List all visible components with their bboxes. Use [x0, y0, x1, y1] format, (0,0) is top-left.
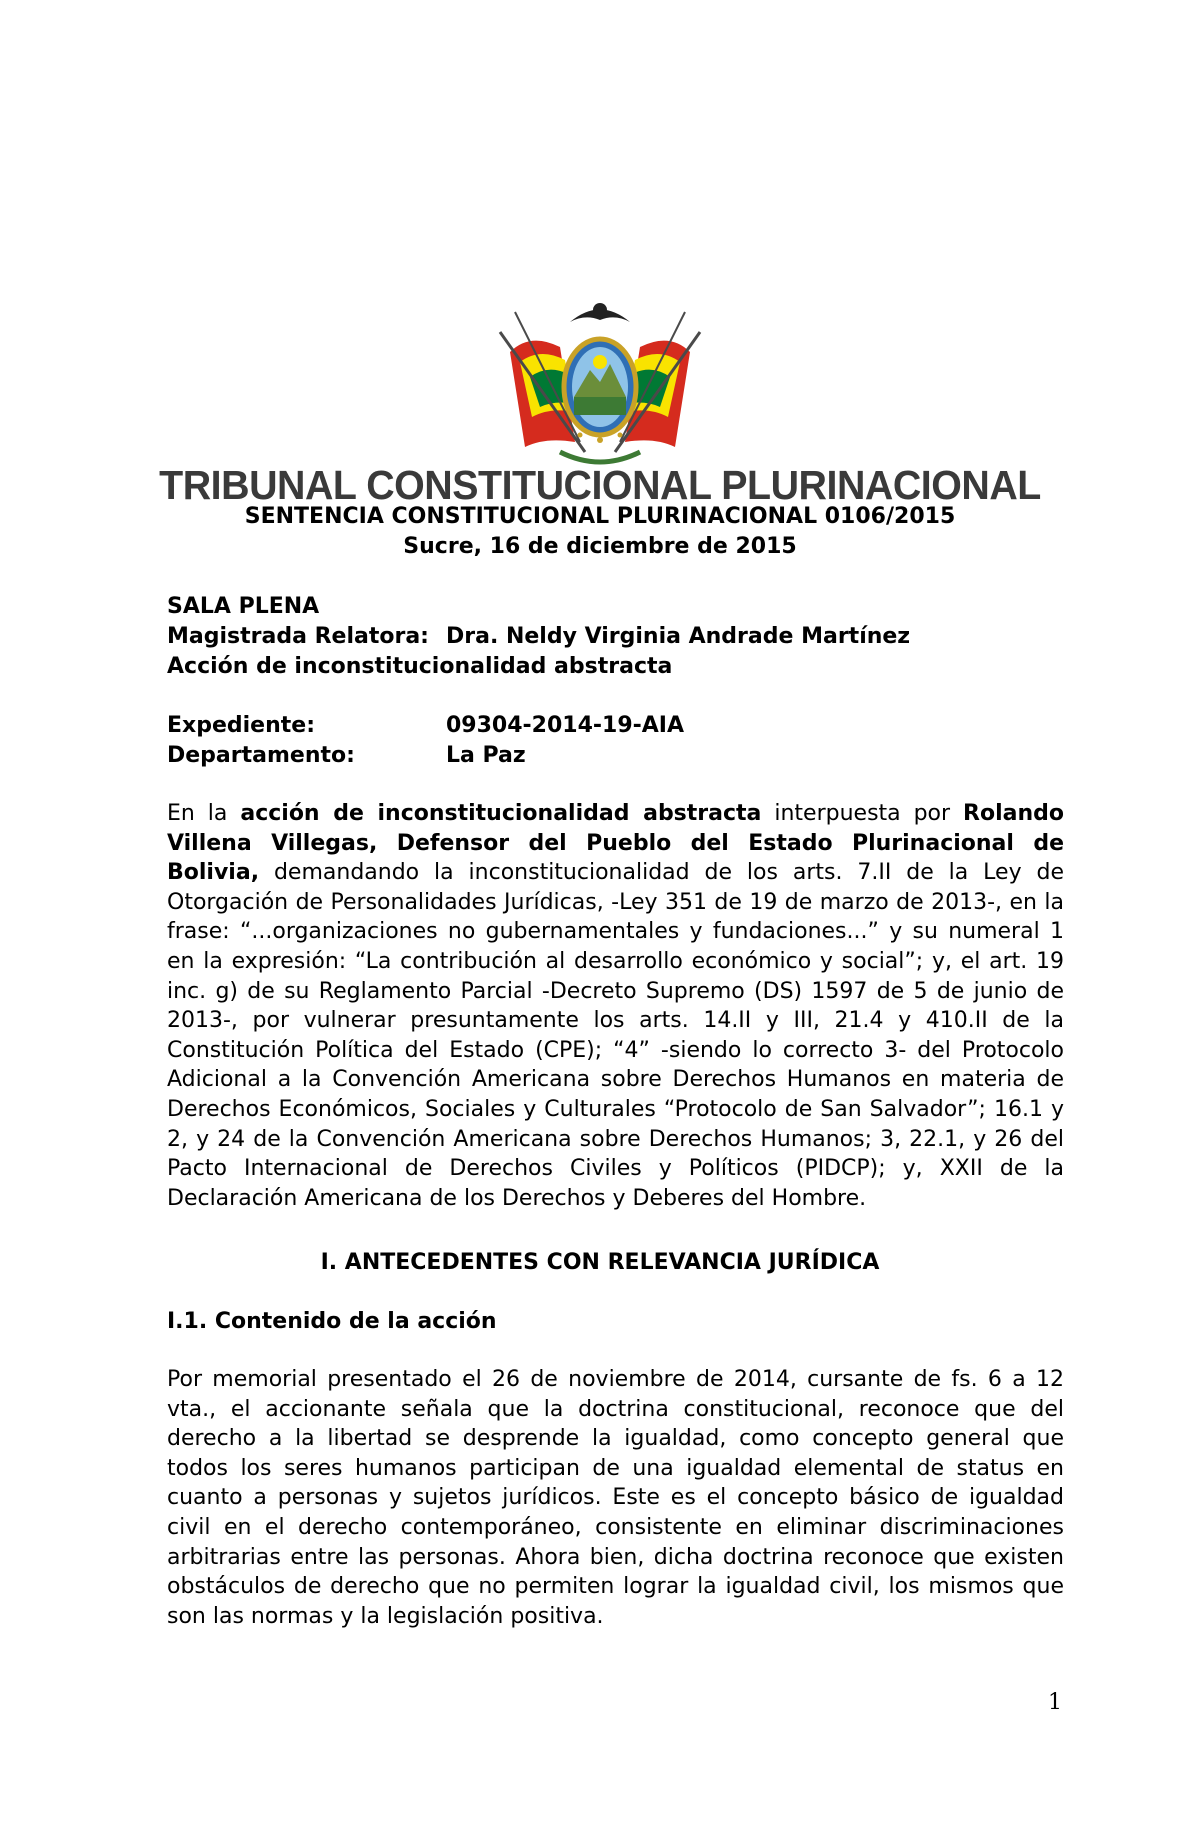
- department-row: [167, 743, 526, 768]
- intro-text-3: demandando la inconstitucionalidad de los arts. 7.II de la Ley de Otorgación de Personalidades Jurídicas, -Ley 351 de 19 de marzo de 2013-, en la frase: “...organizaciones no gubernamentales y fundaciones...” y su numeral 1 en la expresión: “La contribución al desarrollo económico y social”; y, el art. 19 inc. g) de su Reglamento Parcial -Decreto Supremo (DS) 1597 de 5 de junio de 2013-, por vulnerar presuntamente los arts. 14.II y III, 21.4 y 410.II de la Constitución Política del Estado (CPE); “4” -siendo lo correcto 3- del Protocolo Adicional a la Convención Americana sobre Derechos Humanos en materia de Derechos Económicos, Sociales y Culturales “Protocolo de San Salvador”; 16.1 y 2, y 24 de la Convención Americana sobre Derechos Humanos; 3, 22.1, y 26 del Pacto Internacional de Derechos Civiles y Políticos (PIDCP); y, XXII de la Declaración Americana de los Derechos y Deberes del Hombre.: [167, 860, 1064, 1211]
- action-type: Acción de inconstitucionalidad abstracta: [167, 654, 673, 679]
- file-label: Expediente:: [167, 713, 315, 738]
- rapporteur-value: Dra. Neldy Virginia Andrade Martínez: [446, 624, 911, 649]
- section-body: Por memorial presentado el 26 de noviembre de 2014, cursante de fs. 6 a 12 vta., el accionante señala que la doctrina constitucional, reconoce que del derecho a la libertad se desprende la igualdad, como concepto general que todos los seres humanos participan de una igualdad elemental de status en cuanto a personas y sujetos jurídicos. Este es el concepto básico de igualdad civil en el derecho contemporáneo, consistente en eliminar discriminaciones arbitrarias entre las personas. Ahora bien, dicha doctrina reconoce que existen obstáculos de derecho que no permiten lograr la igualdad civil, los mismos que son las normas y la legislación positiva.: [167, 1367, 1064, 1629]
- coat-of-arms-icon: [490, 292, 710, 472]
- intro-text-2: interpuesta por: [761, 801, 964, 826]
- rapporteur-row: [167, 624, 911, 649]
- intro-bold-2: Rolando Villena Villegas, Defensor del Pueblo del Estado Plurinacional de Bolivia,: [167, 801, 1064, 886]
- section-heading: I. ANTECEDENTES CON RELEVANCIA JURÍDICA: [320, 1250, 880, 1275]
- sentence-title: SENTENCIA CONSTITUCIONAL PLURINACIONAL 0106/2015: [244, 504, 956, 529]
- intro-bold-1: acción de inconstitucionalidad abstracta: [240, 801, 762, 826]
- institution-name: TRIBUNAL CONSTITUCIONAL PLURINACIONAL: [159, 462, 1041, 508]
- file-row: [167, 713, 685, 738]
- department-label: Departamento:: [167, 743, 355, 768]
- chamber: SALA PLENA: [167, 594, 320, 619]
- subsection-heading: I.1. Contenido de la acción: [167, 1309, 497, 1334]
- intro-text-1: En la: [167, 801, 241, 826]
- file-value: 09304-2014-19-AIA: [446, 713, 685, 738]
- department-value: La Paz: [446, 743, 526, 768]
- place-date: Sucre, 16 de diciembre de 2015: [403, 534, 797, 559]
- intro-paragraph: [167, 799, 1064, 1213]
- page-number: 1: [1048, 1690, 1062, 1715]
- rapporteur-label: Magistrada Relatora:: [167, 624, 429, 649]
